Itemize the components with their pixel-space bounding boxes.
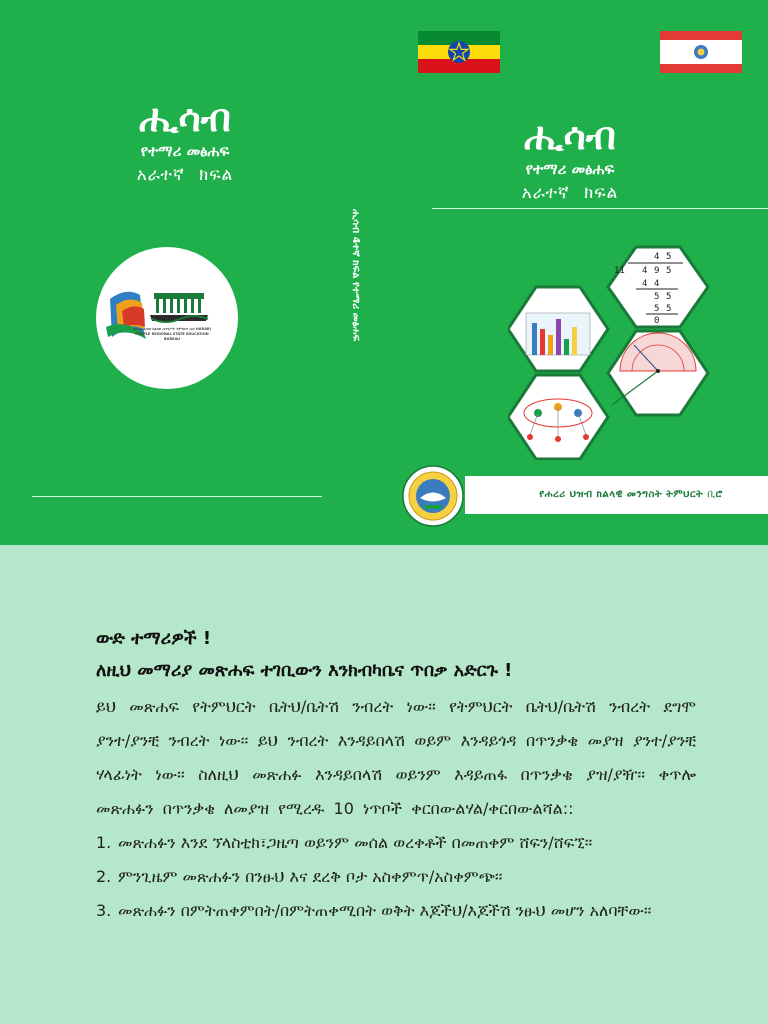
list-number: 1.	[96, 833, 112, 852]
list-text: መጽሐፉን በምትጠቀምበት/በምትጠቀሚበት ወቅት እጆችህ/እጆችሽ ንፁህ መሆን አለባቸው፡፡	[118, 901, 652, 920]
front-cover-grade	[470, 180, 670, 206]
division-digit: 5	[666, 292, 672, 302]
list-item	[96, 894, 706, 928]
bureau-banner	[465, 476, 768, 514]
division-digit: 4	[654, 252, 660, 262]
protractor-hexagon	[608, 331, 708, 415]
division-digit: 9	[654, 266, 660, 276]
ethiopian-flag-icon	[418, 31, 500, 73]
back-cover-title-block	[85, 96, 285, 188]
division-digit: 4	[642, 279, 648, 289]
division-digit: 11	[614, 266, 625, 276]
division-digit: 5	[654, 292, 660, 302]
number-diagram-hexagon	[508, 375, 608, 459]
bureau-name: የሐረሪ ህዝብ ክልላዊ መንግስት ትምህርት ቢሮ	[539, 489, 723, 500]
care-heading: ለዚህ መማሪያ መጽሐፍ ተገቢውን እንክብካቤና ጥበቃ አድርጉ !	[96, 660, 513, 681]
back-cover-subtitle: የተማሪ መፅሐፍ	[140, 142, 230, 160]
grade-word: አራተኛ	[136, 165, 185, 185]
list-text: ምንጊዜም መጽሐፉን በንፁህ እና ደረቅ ቦታ አስቀምጥ/አስቀምጭ፡፡	[118, 867, 503, 886]
list-number: 2.	[96, 867, 112, 886]
grade-class: ክፍል	[199, 165, 234, 185]
logo-caption: በሐረሪ ሕዝብ ክልላዊ መንግሥት ትምህርት ቢሮ HARARI PEOPLE REGIONAL STATE EDUCATION BUREAU	[133, 327, 211, 341]
front-cover-title: ሒሳብ	[524, 113, 616, 158]
harari-flag-icon	[660, 31, 742, 73]
math-hexagon-illustrations	[508, 245, 728, 460]
front-cover-subtitle: የተማሪ መፅሐፍ	[525, 160, 615, 178]
grade-word: አራተኛ	[521, 183, 570, 203]
education-bureau-logo	[96, 247, 238, 389]
front-cover-divider	[432, 208, 768, 209]
bar-chart-hexagon	[508, 287, 608, 371]
division-digit: 4	[654, 279, 660, 289]
book-spine	[344, 175, 366, 375]
list-number: 3.	[96, 901, 112, 920]
division-digit: 5	[666, 266, 672, 276]
spine-text: ሒሳብ 4ተኛ ክፍል የተማሪ መፅሐፍ	[350, 208, 361, 342]
greeting-heading: ውድ ተማሪዎች !	[96, 628, 212, 649]
back-cover-title: ሒሳብ	[139, 95, 231, 140]
book-stack-logo-icon	[96, 247, 238, 389]
list-item	[96, 826, 706, 860]
division-digit: 5	[666, 252, 672, 262]
list-text: መጽሐፉን እንደ ኘላስቲክ፣ጋዜጣ ወይንም መሰል ወረቀቶች በመጠቀም ሸፍን/ሸፍኚ፡፡	[118, 833, 593, 852]
long-division-hexagon	[608, 247, 708, 327]
care-rules-list	[96, 826, 706, 928]
division-digit: 5	[654, 304, 660, 314]
back-cover-divider	[32, 496, 322, 497]
grade-class: ክፍል	[584, 183, 619, 203]
regional-seal-icon	[402, 465, 464, 527]
list-item	[96, 860, 706, 894]
intro-paragraph: ይህ መጽሐፍ የትምህርት ቤትህ/ቤትሽ ንብረት ነው፡፡ የትምህርት ቤትህ/ቤትሽ ንብረት ደግሞ ያንተ/ያንቺ ንብረት ነው፡፡ ይህ ንብረት እንዳይበላሽ ወይም እንዳይጎዳ በጥንቃቄ መያዝ ያንተ/ያንቺ ሃላፊነት ነው፡፡ ስለዚህ መጽሐፉ እንዳይበላሽ ወይንም እዳይጠፋ በጥንቃቄ ያዝ/ያዥ፡፡ ቀጥሎ መጽሐፉን በጥንቃቄ ለመያዝ የሚረዱ 10 ነጥቦች ቀርበውልሃል/ቀርበውልሻል::	[96, 697, 696, 818]
back-cover-grade	[85, 162, 285, 188]
division-digit: 5	[666, 304, 672, 314]
front-cover-title-block	[470, 114, 670, 206]
division-digit: 4	[642, 266, 648, 276]
division-digit: 0	[654, 316, 660, 326]
